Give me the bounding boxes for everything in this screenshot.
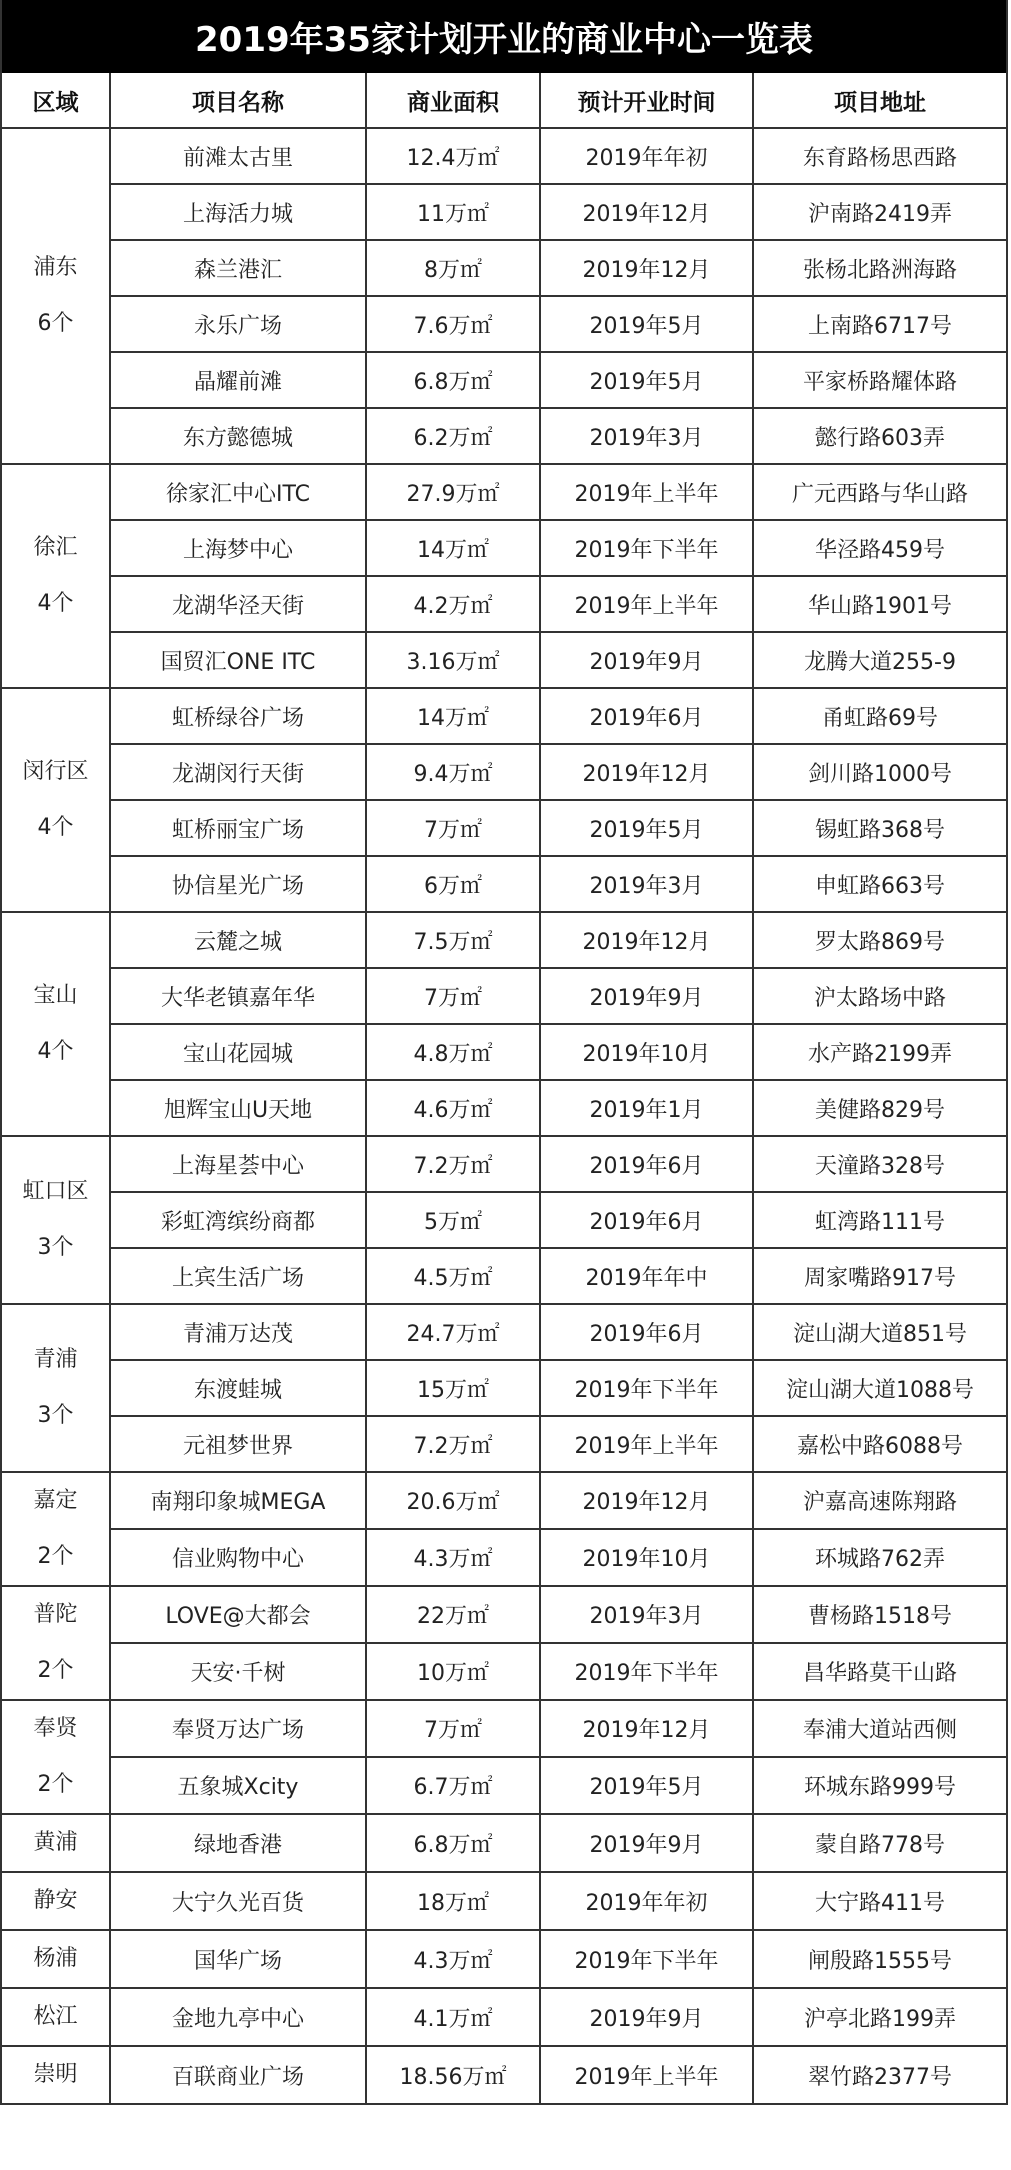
commercial-area-cell: 4.5万㎡ — [366, 1248, 540, 1304]
table-row — [2, 1416, 1006, 1472]
address-cell: 水产路2199弄 — [753, 1024, 1006, 1080]
opening-time-cell: 2019年12月 — [540, 912, 753, 968]
table-row — [2, 856, 1006, 912]
project-name-cell: 百联商业广场 — [110, 2046, 366, 2103]
opening-time-cell: 2019年9月 — [540, 1814, 753, 1872]
opening-time-cell: 2019年下半年 — [540, 520, 753, 576]
table-row — [2, 800, 1006, 856]
project-name-cell: 金地九亭中心 — [110, 1988, 366, 2046]
commercial-area-cell: 15万㎡ — [366, 1360, 540, 1416]
project-name-cell: 国贸汇ONE ITC — [110, 632, 366, 688]
table-row — [2, 632, 1006, 688]
table-row — [2, 128, 1006, 184]
region-cell — [2, 1136, 110, 1304]
opening-time-cell: 2019年12月 — [540, 240, 753, 296]
project-name-cell: 上海活力城 — [110, 184, 366, 240]
address-cell: 平家桥路耀体路 — [753, 352, 1006, 408]
commercial-area-cell: 7.6万㎡ — [366, 296, 540, 352]
region-count: 6个 — [37, 311, 74, 336]
opening-time-cell: 2019年上半年 — [540, 1416, 753, 1472]
address-cell: 沪嘉高速陈翔路 — [753, 1472, 1006, 1529]
region-count: 2个 — [37, 1772, 74, 1797]
table-row — [2, 184, 1006, 240]
project-name-cell: 虹桥丽宝广场 — [110, 800, 366, 856]
project-name-cell: 上海梦中心 — [110, 520, 366, 576]
address-cell: 周家嘴路917号 — [753, 1248, 1006, 1304]
column-header-address: 项目地址 — [753, 73, 1006, 128]
address-cell: 虹湾路111号 — [753, 1192, 1006, 1248]
opening-time-cell: 2019年年中 — [540, 1248, 753, 1304]
opening-time-cell: 2019年上半年 — [540, 464, 753, 520]
address-cell: 美健路829号 — [753, 1080, 1006, 1136]
table-row — [2, 520, 1006, 576]
opening-time-cell: 2019年9月 — [540, 632, 753, 688]
table-row — [2, 1872, 1006, 1930]
opening-time-cell: 2019年6月 — [540, 1192, 753, 1248]
project-name-cell: 绿地香港 — [110, 1814, 366, 1872]
table-row — [2, 1700, 1006, 1757]
table-row — [2, 240, 1006, 296]
address-cell: 奉浦大道站西侧 — [753, 1700, 1006, 1757]
project-name-cell: 协信星光广场 — [110, 856, 366, 912]
region-count: 4个 — [37, 1039, 74, 1064]
address-cell: 申虹路663号 — [753, 856, 1006, 912]
region-count: 4个 — [37, 815, 74, 840]
region-count: 3个 — [37, 1403, 74, 1428]
column-header-region: 区域 — [2, 73, 110, 128]
commercial-area-cell: 5万㎡ — [366, 1192, 540, 1248]
table-row — [2, 744, 1006, 800]
project-name-cell: 彩虹湾缤纷商都 — [110, 1192, 366, 1248]
project-name-cell: 宝山花园城 — [110, 1024, 366, 1080]
table-row — [2, 1192, 1006, 1248]
project-name-cell: 龙湖华泾天街 — [110, 576, 366, 632]
address-cell: 沪太路场中路 — [753, 968, 1006, 1024]
address-cell: 广元西路与华山路 — [753, 464, 1006, 520]
table-row — [2, 1529, 1006, 1586]
table-row — [2, 1988, 1006, 2046]
opening-time-cell: 2019年6月 — [540, 1136, 753, 1192]
commercial-area-cell: 11万㎡ — [366, 184, 540, 240]
opening-time-cell: 2019年年初 — [540, 128, 753, 184]
commercial-area-cell: 9.4万㎡ — [366, 744, 540, 800]
table-row — [2, 1360, 1006, 1416]
table-row — [2, 1024, 1006, 1080]
column-header-project-name: 项目名称 — [110, 73, 366, 128]
address-cell: 甬虹路69号 — [753, 688, 1006, 744]
commercial-area-cell: 18.56万㎡ — [366, 2046, 540, 2103]
commercial-area-cell: 10万㎡ — [366, 1643, 540, 1700]
commercial-area-cell: 27.9万㎡ — [366, 464, 540, 520]
region-name: 闵行区 — [22, 759, 89, 784]
project-name-cell: LOVE@大都会 — [110, 1586, 366, 1643]
commercial-area-cell: 6.2万㎡ — [366, 408, 540, 464]
opening-time-cell: 2019年3月 — [540, 1586, 753, 1643]
project-name-cell: 天安·千树 — [110, 1643, 366, 1700]
opening-time-cell: 2019年5月 — [540, 296, 753, 352]
commercial-area-cell: 4.6万㎡ — [366, 1080, 540, 1136]
commercial-area-cell: 20.6万㎡ — [366, 1472, 540, 1529]
opening-time-cell: 2019年10月 — [540, 1529, 753, 1586]
opening-time-cell: 2019年6月 — [540, 1304, 753, 1360]
commercial-area-cell: 4.1万㎡ — [366, 1988, 540, 2046]
commercial-area-cell: 24.7万㎡ — [366, 1304, 540, 1360]
region-count: 2个 — [37, 1544, 74, 1569]
commercial-area-cell: 4.8万㎡ — [366, 1024, 540, 1080]
opening-time-cell: 2019年下半年 — [540, 1643, 753, 1700]
region-cell — [2, 2046, 110, 2103]
table-row — [2, 1586, 1006, 1643]
region-name: 松江 — [33, 2004, 78, 2029]
commercial-centers-table — [2, 73, 1006, 2103]
project-name-cell: 上宾生活广场 — [110, 1248, 366, 1304]
opening-time-cell: 2019年上半年 — [540, 2046, 753, 2103]
commercial-area-cell: 6.7万㎡ — [366, 1757, 540, 1814]
opening-time-cell: 2019年12月 — [540, 184, 753, 240]
header-row — [2, 73, 1006, 128]
project-name-cell: 国华广场 — [110, 1930, 366, 1988]
opening-time-cell: 2019年3月 — [540, 408, 753, 464]
commercial-area-cell: 3.16万㎡ — [366, 632, 540, 688]
address-cell: 华泾路459号 — [753, 520, 1006, 576]
project-name-cell: 龙湖闵行天街 — [110, 744, 366, 800]
opening-time-cell: 2019年10月 — [540, 1024, 753, 1080]
region-name: 虹口区 — [22, 1179, 89, 1204]
address-cell: 龙腾大道255-9 — [753, 632, 1006, 688]
address-cell: 曹杨路1518号 — [753, 1586, 1006, 1643]
region-name: 崇明 — [33, 2062, 78, 2087]
table-row — [2, 1472, 1006, 1529]
commercial-area-cell: 14万㎡ — [366, 520, 540, 576]
region-name: 徐汇 — [33, 535, 78, 560]
table-row — [2, 464, 1006, 520]
opening-time-cell: 2019年5月 — [540, 1757, 753, 1814]
project-name-cell: 大宁久光百货 — [110, 1872, 366, 1930]
opening-time-cell: 2019年上半年 — [540, 576, 753, 632]
commercial-area-cell: 14万㎡ — [366, 688, 540, 744]
project-name-cell: 五象城Xcity — [110, 1757, 366, 1814]
project-name-cell: 徐家汇中心ITC — [110, 464, 366, 520]
table-row — [2, 296, 1006, 352]
project-name-cell: 森兰港汇 — [110, 240, 366, 296]
region-name: 静安 — [33, 1888, 78, 1913]
commercial-area-cell: 4.3万㎡ — [366, 1529, 540, 1586]
opening-time-cell: 2019年下半年 — [540, 1930, 753, 1988]
project-name-cell: 云麓之城 — [110, 912, 366, 968]
region-count: 4个 — [37, 591, 74, 616]
region-cell — [2, 688, 110, 912]
opening-time-cell: 2019年6月 — [540, 688, 753, 744]
opening-time-cell: 2019年1月 — [540, 1080, 753, 1136]
commercial-area-cell: 6万㎡ — [366, 856, 540, 912]
commercial-area-cell: 8万㎡ — [366, 240, 540, 296]
address-cell: 天潼路328号 — [753, 1136, 1006, 1192]
region-cell — [2, 912, 110, 1136]
region-name: 浦东 — [33, 255, 78, 280]
commercial-area-cell: 7万㎡ — [366, 1700, 540, 1757]
address-cell: 翠竹路2377号 — [753, 2046, 1006, 2103]
commercial-area-cell: 7.2万㎡ — [366, 1136, 540, 1192]
region-cell — [2, 464, 110, 688]
project-name-cell: 旭辉宝山U天地 — [110, 1080, 366, 1136]
opening-time-cell: 2019年5月 — [540, 800, 753, 856]
table-title: 2019年35家计划开业的商业中心一览表 — [2, 0, 1006, 73]
region-count: 2个 — [37, 1658, 74, 1683]
project-name-cell: 上海星荟中心 — [110, 1136, 366, 1192]
opening-time-cell: 2019年9月 — [540, 968, 753, 1024]
opening-time-cell: 2019年9月 — [540, 1988, 753, 2046]
project-name-cell: 晶耀前滩 — [110, 352, 366, 408]
project-name-cell: 永乐广场 — [110, 296, 366, 352]
region-cell — [2, 1814, 110, 1872]
table-row — [2, 408, 1006, 464]
region-name: 普陀 — [33, 1602, 78, 1627]
address-cell: 大宁路411号 — [753, 1872, 1006, 1930]
address-cell: 淀山湖大道851号 — [753, 1304, 1006, 1360]
project-name-cell: 南翔印象城MEGA — [110, 1472, 366, 1529]
commercial-area-cell: 6.8万㎡ — [366, 1814, 540, 1872]
project-name-cell: 前滩太古里 — [110, 128, 366, 184]
address-cell: 罗太路869号 — [753, 912, 1006, 968]
project-name-cell: 虹桥绿谷广场 — [110, 688, 366, 744]
commercial-area-cell: 4.3万㎡ — [366, 1930, 540, 1988]
table-row — [2, 1757, 1006, 1814]
commercial-area-cell: 18万㎡ — [366, 1872, 540, 1930]
opening-time-cell: 2019年12月 — [540, 1472, 753, 1529]
project-name-cell: 信业购物中心 — [110, 1529, 366, 1586]
address-cell: 环城东路999号 — [753, 1757, 1006, 1814]
address-cell: 懿行路603弄 — [753, 408, 1006, 464]
address-cell: 沪南路2419弄 — [753, 184, 1006, 240]
table-row — [2, 912, 1006, 968]
commercial-area-cell: 7.5万㎡ — [366, 912, 540, 968]
project-name-cell: 大华老镇嘉年华 — [110, 968, 366, 1024]
table-row — [2, 352, 1006, 408]
address-cell: 淀山湖大道1088号 — [753, 1360, 1006, 1416]
address-cell: 环城路762弄 — [753, 1529, 1006, 1586]
address-cell: 上南路6717号 — [753, 296, 1006, 352]
project-name-cell: 奉贤万达广场 — [110, 1700, 366, 1757]
region-name: 嘉定 — [33, 1488, 78, 1513]
address-cell: 蒙自路778号 — [753, 1814, 1006, 1872]
region-name: 奉贤 — [33, 1716, 78, 1741]
table-row — [2, 1080, 1006, 1136]
commercial-area-cell: 7万㎡ — [366, 800, 540, 856]
opening-time-cell: 2019年12月 — [540, 744, 753, 800]
table-row — [2, 1248, 1006, 1304]
commercial-area-cell: 7万㎡ — [366, 968, 540, 1024]
opening-time-cell: 2019年3月 — [540, 856, 753, 912]
region-name: 杨浦 — [33, 1946, 78, 1971]
commercial-area-cell: 12.4万㎡ — [366, 128, 540, 184]
region-cell — [2, 1304, 110, 1472]
table-body — [2, 128, 1006, 2103]
table-row — [2, 2046, 1006, 2103]
table-row — [2, 968, 1006, 1024]
project-name-cell: 东方懿德城 — [110, 408, 366, 464]
region-name: 宝山 — [33, 983, 78, 1008]
column-header-opening-time: 预计开业时间 — [540, 73, 753, 128]
address-cell: 东育路杨思西路 — [753, 128, 1006, 184]
table-row — [2, 576, 1006, 632]
address-cell: 嘉松中路6088号 — [753, 1416, 1006, 1472]
region-cell — [2, 1586, 110, 1700]
address-cell: 昌华路莫干山路 — [753, 1643, 1006, 1700]
opening-time-cell: 2019年下半年 — [540, 1360, 753, 1416]
column-header-commercial-area: 商业面积 — [366, 73, 540, 128]
address-cell: 锡虹路368号 — [753, 800, 1006, 856]
address-cell: 沪亭北路199弄 — [753, 1988, 1006, 2046]
region-cell — [2, 1472, 110, 1586]
opening-time-cell: 2019年5月 — [540, 352, 753, 408]
address-cell: 张杨北路洲海路 — [753, 240, 1006, 296]
address-cell: 华山路1901号 — [753, 576, 1006, 632]
project-name-cell: 青浦万达茂 — [110, 1304, 366, 1360]
region-count: 3个 — [37, 1235, 74, 1260]
region-cell — [2, 1872, 110, 1930]
commercial-area-cell: 22万㎡ — [366, 1586, 540, 1643]
opening-time-cell: 2019年年初 — [540, 1872, 753, 1930]
region-cell — [2, 1700, 110, 1814]
address-cell: 闸殷路1555号 — [753, 1930, 1006, 1988]
project-name-cell: 东渡蛙城 — [110, 1360, 366, 1416]
table-row — [2, 1930, 1006, 1988]
table-row — [2, 1643, 1006, 1700]
region-cell — [2, 1930, 110, 1988]
region-name: 黄浦 — [33, 1830, 78, 1855]
commercial-area-cell: 6.8万㎡ — [366, 352, 540, 408]
region-name: 青浦 — [33, 1347, 78, 1372]
table-row — [2, 1814, 1006, 1872]
region-cell — [2, 128, 110, 464]
table-row — [2, 688, 1006, 744]
address-cell: 剑川路1000号 — [753, 744, 1006, 800]
commercial-area-cell: 4.2万㎡ — [366, 576, 540, 632]
table-row — [2, 1136, 1006, 1192]
region-cell — [2, 1988, 110, 2046]
commercial-area-cell: 7.2万㎡ — [366, 1416, 540, 1472]
project-name-cell: 元祖梦世界 — [110, 1416, 366, 1472]
opening-time-cell: 2019年12月 — [540, 1700, 753, 1757]
table-row — [2, 1304, 1006, 1360]
